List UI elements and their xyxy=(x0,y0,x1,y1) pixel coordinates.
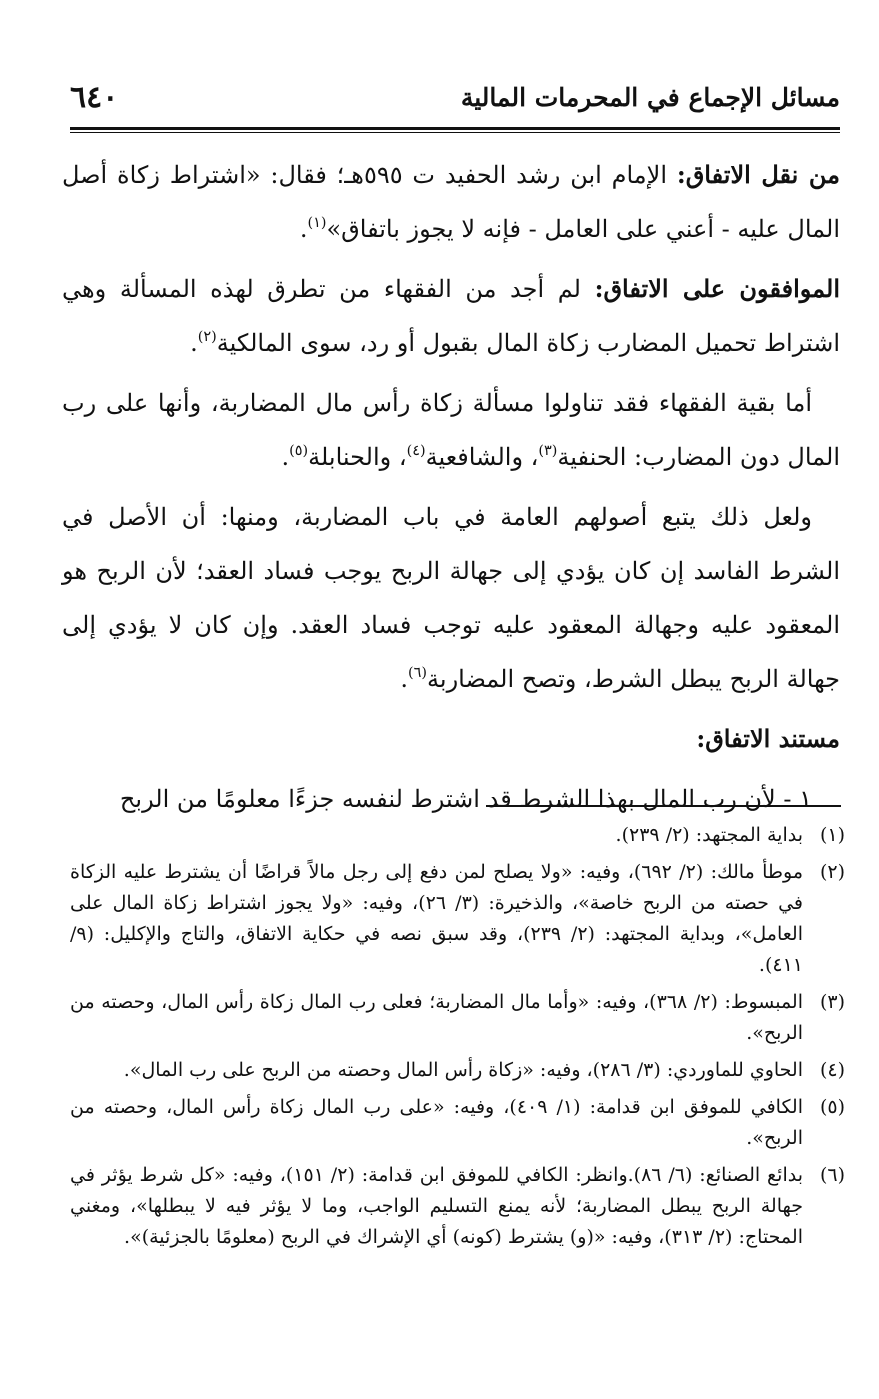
footnote-item xyxy=(70,1092,845,1154)
heading-text: مستند الاتفاق: xyxy=(696,724,840,753)
footnote-ref: (٤) xyxy=(406,442,426,459)
paragraph-text: ولعل ذلك يتبع أصولهم العامة في باب المضاربة، ومنها: أن الأصل في الشرط الفاسد إن كان يؤدي إلى جهالة الربح يوجب فساد العقد؛ لأن الربح هو المعقود عليه وجهالة المعقود عليه توجب فساد العقد. وإن كان لا يؤدي إلى جهالة الربح يبطل الشرط، وتصح المضاربة xyxy=(62,503,841,693)
paragraph-transmitters xyxy=(62,148,840,256)
footnote-number: (٥) xyxy=(819,1096,845,1118)
page-number: ٦٤٠ xyxy=(70,79,119,115)
footnote-number: (١) xyxy=(819,824,845,846)
main-text xyxy=(62,148,840,832)
paragraph-text: ١ - لأن رب المال بهذا الشرط قد اشترط لنفسه جزءًا معلومًا من الربح xyxy=(119,785,812,813)
footnote-item xyxy=(70,857,845,981)
footnote-ref: (٦) xyxy=(408,664,428,681)
footnotes xyxy=(70,820,845,1259)
paragraph-lead: الموافقون على الاتفاق: xyxy=(594,274,840,303)
footnote-text: الكافي للموفق ابن قدامة: (١/ ٤٠٩)، وفيه: «على رب المال زكاة رأس المال، وحصته من الربح». xyxy=(70,1096,804,1149)
paragraph-end: . xyxy=(299,215,308,243)
footnote-ref: (١) xyxy=(307,214,327,231)
footnote-number: (٢) xyxy=(819,861,845,883)
paragraph-other-jurists xyxy=(62,376,840,484)
footnote-ref: (٥) xyxy=(289,442,309,459)
footnote-text: بداية المجتهد: (٢/ ٢٣٩). xyxy=(615,824,803,846)
paragraph-text: ، والحنابلة xyxy=(308,443,407,471)
header-rule xyxy=(70,127,840,133)
paragraph-text: أما بقية الفقهاء فقد تناولوا مسألة زكاة رأس مال المضاربة، وأنها على رب المال دون المضارب: الحنفية xyxy=(62,389,840,471)
paragraph-end: . xyxy=(281,443,290,471)
footnote-item xyxy=(70,1160,845,1253)
running-title: مسائل الإجماع في المحرمات المالية xyxy=(460,82,840,112)
footnote-text: موطأ مالك: (٢/ ٦٩٢)، وفيه: «ولا يصلح لمن دفع إلى رجل مالاً قراضًا أن يشترط عليه الزكاة في حصته من الربح خاصة»، والذخيرة: (٣/ ٢٦)، وفيه: «ولا يجوز اشتراط زكاة المال على العامل»، وبداية المجتهد: (٢/ ٢٣٩)، وقد سبق نصه في حكاية الاتفاق، والتاج والإكليل: (٩/ ٤١١). xyxy=(70,861,803,976)
footnote-item xyxy=(70,1055,845,1086)
footnote-text: الحاوي للماوردي: (٣/ ٢٨٦)، وفيه: «زكاة رأس المال وحصته من الربح على رب المال». xyxy=(123,1059,803,1081)
footnote-item xyxy=(70,987,845,1049)
paragraph-text: ، والشافعية xyxy=(425,443,539,471)
footnote-ref: (٣) xyxy=(538,442,558,459)
paragraph-end: . xyxy=(190,329,198,357)
paragraph-concurring xyxy=(62,262,840,370)
footnote-number: (٤) xyxy=(819,1059,845,1081)
page-header xyxy=(70,72,840,122)
paragraph-evidence-1 xyxy=(62,772,840,826)
section-heading xyxy=(62,712,840,766)
footnote-item xyxy=(70,820,845,851)
footnote-number: (٦) xyxy=(819,1164,845,1186)
footnote-text: المبسوط: (٢/ ٣٦٨)، وفيه: «وأما مال المضاربة؛ فعلى رب المال زكاة رأس المال، وحصته من الربح». xyxy=(70,991,803,1044)
paragraph-text: لم أجد من الفقهاء من تطرق لهذه المسألة وهي اشتراط تحميل المضارب زكاة المال بقبول أو رد، سوى المالكية xyxy=(62,275,840,357)
footnote-rule xyxy=(486,805,841,807)
paragraph-text: الإمام ابن رشد الحفيد ت ٥٩٥هـ؛ فقال: «اشتراط زكاة أصل المال عليه - أعني على العامل - فإنه لا يجوز باتفاق» xyxy=(62,161,840,243)
footnote-text: بدائع الصنائع: (٦/ ٨٦).وانظر: الكافي للموفق ابن قدامة: (٢/ ١٥١)، وفيه: «كل شرط يؤثر في جهالة الربح يبطل المضاربة؛ لأنه يمنع التسليم الواجب، وما لا يؤثر فيه لا يبطلها»، ومغني المحتاج: (٢/ ٣١٣)، وفيه: «(و) يشترط (كونه) أي الإشراك في الربح (معلومًا بالجزئية)». xyxy=(70,1164,803,1248)
footnote-ref: (٢) xyxy=(197,328,217,345)
paragraph-lead: من نقل الاتفاق: xyxy=(676,160,840,189)
footnote-number: (٣) xyxy=(819,991,845,1013)
paragraph-principles xyxy=(62,490,840,706)
paragraph-end: . xyxy=(400,665,409,693)
